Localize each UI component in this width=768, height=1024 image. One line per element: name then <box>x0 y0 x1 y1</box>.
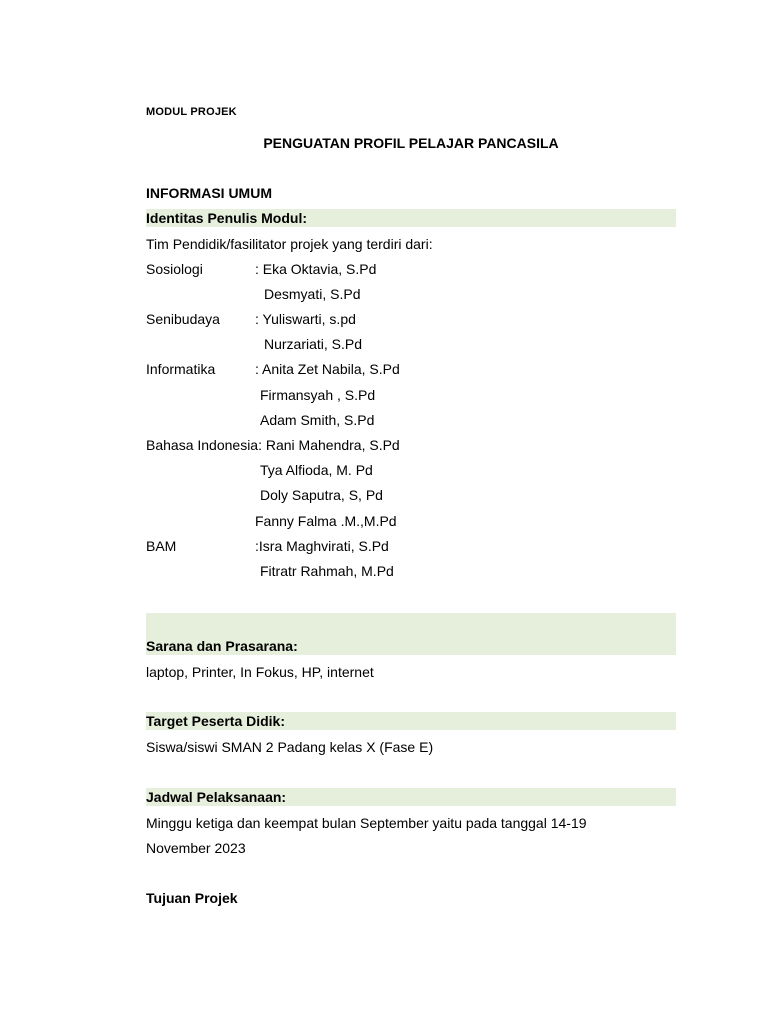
subject-extra-name: Doly Saputra, S, Pd <box>260 487 383 503</box>
tujuan-heading: Tujuan Projek <box>146 890 238 906</box>
subject-names: : Anita Zet Nabila, S.Pd <box>255 361 400 377</box>
sarana-heading: Sarana dan Prasarana: <box>146 638 298 654</box>
subject-extra-name: Adam Smith, S.Pd <box>260 412 375 428</box>
subject-extra-name: Nurzariati, S.Pd <box>264 336 363 352</box>
subject-label: Bahasa Indonesia: Rani Mahendra, S.Pd <box>146 437 400 453</box>
subject-extra-name: Firmansyah , S.Pd <box>260 387 376 403</box>
subject-names: : Eka Oktavia, S.Pd <box>255 261 377 277</box>
subject-extra-name: Fanny Falma .M.,M.Pd <box>255 513 397 529</box>
subject-names: : Yuliswarti, s.pd <box>255 311 356 327</box>
sarana-value: laptop, Printer, In Fokus, HP, internet <box>146 664 374 680</box>
target-value: Siswa/siswi SMAN 2 Padang kelas X (Fase E) <box>146 739 434 755</box>
subject-label: Sosiologi <box>146 261 203 277</box>
jadwal-value-line2: November 2023 <box>146 840 246 856</box>
subject-extra-name: Tya Alfioda, M. Pd <box>260 462 373 478</box>
subject-label: BAM <box>146 538 177 554</box>
subject-names: :Isra Maghvirati, S.Pd <box>255 538 389 554</box>
informasi-umum-heading: INFORMASI UMUM <box>146 185 272 201</box>
jadwal-heading: Jadwal Pelaksanaan: <box>146 789 287 805</box>
subject-extra-name: Fitratr Rahmah, M.Pd <box>260 563 394 579</box>
subject-label: Senibudaya <box>146 311 220 327</box>
identitas-heading: Identitas Penulis Modul: <box>146 210 308 226</box>
subject-extra-name: Desmyati, S.Pd <box>264 286 361 302</box>
target-heading: Target Peserta Didik: <box>146 713 286 729</box>
team-intro: Tim Pendidik/fasilitator projek yang terdiri dari: <box>146 236 433 252</box>
jadwal-value-line1: Minggu ketiga dan keempat bulan September yaitu pada tanggal 14-19 <box>146 815 587 831</box>
document-title: PENGUATAN PROFIL PELAJAR PANCASILA <box>263 135 559 151</box>
modul-label: MODUL PROJEK <box>146 106 237 118</box>
subject-label: Informatika <box>146 361 216 377</box>
